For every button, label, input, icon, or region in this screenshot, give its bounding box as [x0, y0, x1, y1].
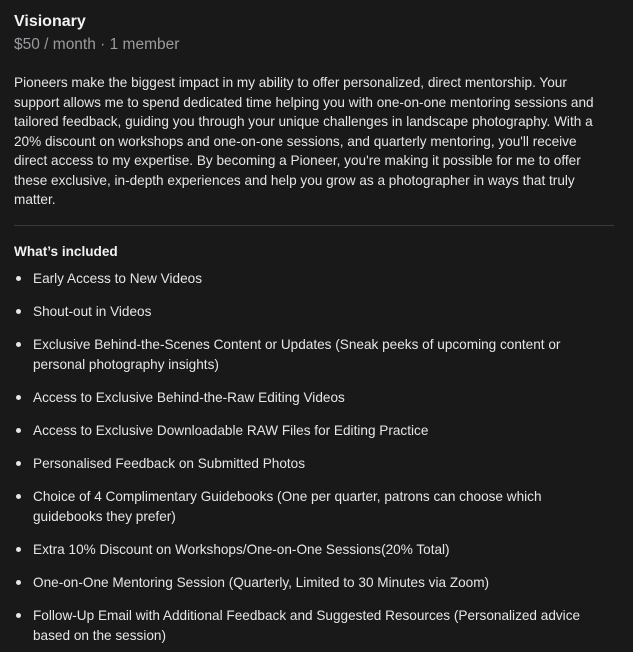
benefit-text: Follow-Up Email with Additional Feedback and Suggested Resources (Personalized advice based on the session): [33, 607, 581, 643]
benefit-text: One-on-One Mentoring Session (Quarterly, Limited to 30 Minutes via Zoom): [33, 574, 490, 590]
bullet-icon: [16, 547, 21, 552]
bullet-icon: [16, 276, 21, 281]
benefit-item: [14, 487, 614, 527]
tier-price-members: $50 / month · 1 member: [14, 36, 180, 53]
benefit-text: Early Access to New Videos: [33, 270, 202, 286]
benefit-item: [14, 388, 614, 408]
bullet-icon: [16, 395, 21, 400]
divider: [14, 225, 614, 226]
benefit-text: Shout-out in Videos: [33, 303, 152, 319]
benefit-item: [14, 302, 614, 322]
benefit-text: Access to Exclusive Behind-the-Raw Editing Videos: [33, 389, 345, 405]
benefit-text: Choice of 4 Complimentary Guidebooks (One per quarter, patrons can choose which guidebooks they prefer): [33, 488, 542, 524]
bullet-icon: [16, 613, 21, 618]
bullet-icon: [16, 342, 21, 347]
benefits-list: [14, 269, 614, 646]
benefit-item: [14, 606, 614, 646]
tier-description: Pioneers make the biggest impact in my ability to offer personalized, direct mentorship. Your support allows me to spend dedicated time helping you with one-on-one mentoring sessions and tailored feedback, guiding you through your unique challenges in landscape photography. With a 20% discount on workshops and one-on-one sessions, and quarterly mentoring, you'll receive direct access to my expertise. By becoming a Pioneer, you're making it possible for me to offer these exclusive, in-depth experiences and help you grow as a photographer in ways that truly matter.: [14, 75, 594, 207]
benefit-item: [14, 421, 614, 441]
benefit-item: [14, 454, 614, 474]
bullet-icon: [16, 428, 21, 433]
benefit-item: [14, 540, 614, 560]
benefit-text: Access to Exclusive Downloadable RAW Files for Editing Practice: [33, 422, 429, 438]
whats-included-heading: What’s included: [14, 243, 118, 259]
benefit-text: Extra 10% Discount on Workshops/One-on-One Sessions(20% Total): [33, 541, 450, 557]
benefit-text: Personalised Feedback on Submitted Photos: [33, 455, 306, 471]
bullet-icon: [16, 309, 21, 314]
bullet-icon: [16, 461, 21, 466]
benefit-text: Exclusive Behind-the-Scenes Content or Updates (Sneak peeks of upcoming content or personal photography insights): [33, 336, 561, 372]
benefit-item: [14, 335, 614, 375]
benefit-item: [14, 269, 614, 289]
bullet-icon: [16, 580, 21, 585]
benefit-item: [14, 573, 614, 593]
tier-title: Visionary: [14, 13, 86, 30]
bullet-icon: [16, 494, 21, 499]
